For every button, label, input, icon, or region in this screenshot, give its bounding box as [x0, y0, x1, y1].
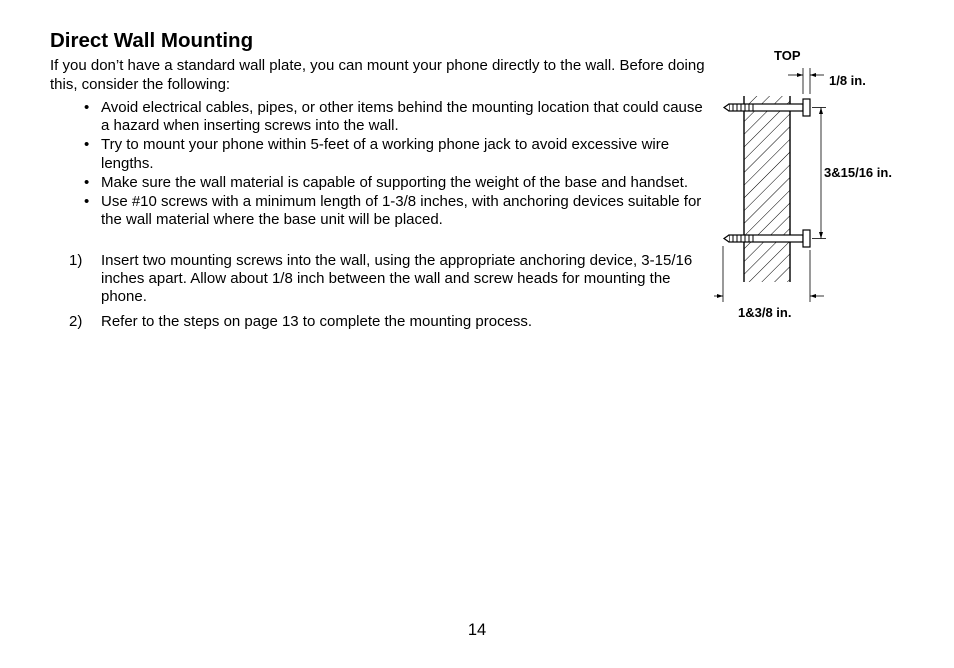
gap-dimension-label: 1/8 in.	[829, 73, 866, 88]
step-text: Refer to the steps on page 13 to complete the mounting process.	[101, 312, 533, 330]
list-item	[84, 193, 704, 229]
intro-paragraph: If you don’t have a standard wall plate, you can mount your phone directly to the wall. Before doing this, consider the following:	[50, 57, 705, 93]
list-item	[84, 136, 704, 172]
list-item-text: Make sure the wall material is capable of supporting the weight of the base and handset.	[101, 173, 689, 191]
step-item	[69, 313, 709, 331]
list-item-text: Use #10 screws with a minimum length of 1-3/8 inches, with anchoring devices suitable for the wall material where the base unit will be placed.	[101, 193, 702, 229]
step-text: Insert two mounting screws into the wall, using the appropriate anchoring device, 3-15/16 inches apart. Allow about 1/8 inch between the wall and screw heads for mounting the phone.	[101, 252, 693, 306]
length-dimension-label: 1&3/8 in.	[738, 305, 792, 320]
considerations-list	[84, 99, 704, 230]
list-item	[84, 99, 704, 135]
step-number: 2)	[69, 312, 83, 330]
spacing-dimension-label: 3&15/16 in.	[824, 165, 892, 180]
wall-section	[744, 96, 790, 282]
bullet-marker: •	[84, 193, 90, 211]
steps-list	[69, 252, 709, 337]
page-number: 14	[467, 621, 487, 639]
list-item	[84, 174, 704, 192]
list-item-text: Avoid electrical cables, pipes, or other items behind the mounting location that could cause a hazard when inserting screws into the wall.	[101, 99, 703, 135]
step-number: 1)	[69, 252, 83, 269]
bullet-marker: •	[84, 99, 90, 116]
diagram-top-label: TOP	[774, 48, 801, 63]
section-title: Direct Wall Mounting	[50, 29, 254, 52]
gap-dimension	[788, 68, 824, 94]
list-item-text: Try to mount your phone within 5-feet of a working phone jack to avoid excessive wire lengths.	[101, 136, 670, 172]
bullet-marker: •	[84, 173, 90, 191]
step-item	[69, 252, 709, 307]
bullet-marker: •	[84, 136, 90, 154]
wall-mount-diagram	[700, 38, 920, 328]
